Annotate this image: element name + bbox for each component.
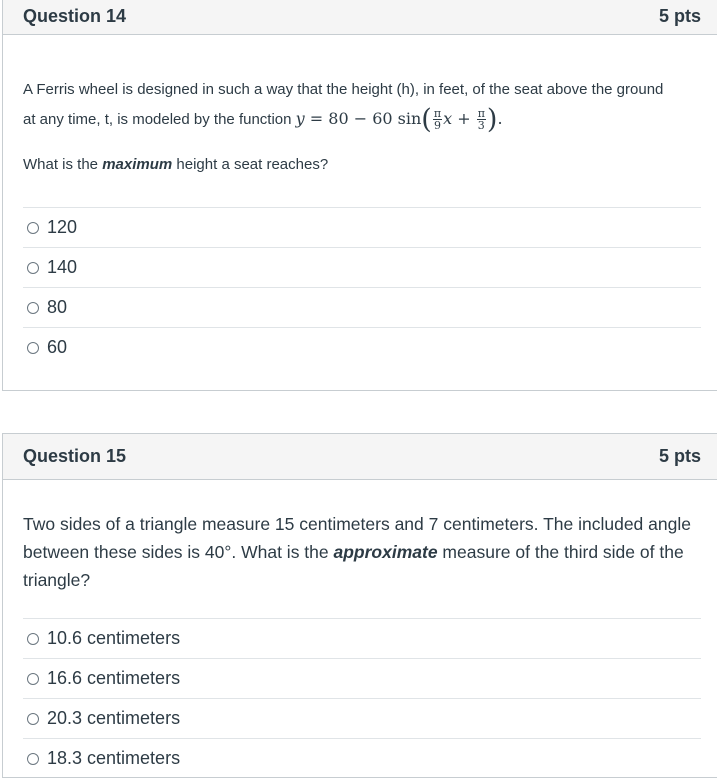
radio-button-icon[interactable]	[27, 222, 39, 234]
frac-1-den: 9	[433, 119, 441, 132]
answer-label: 60	[47, 337, 68, 357]
formula-plus: +	[452, 109, 476, 128]
radio-button-icon[interactable]	[27, 713, 39, 725]
text-emphasis: approximate	[333, 542, 438, 562]
formula-close-paren: )	[486, 104, 498, 135]
answer-option[interactable]	[23, 327, 701, 367]
question-15-points: 5 pts	[658, 446, 701, 466]
answer-label: 80	[47, 297, 68, 317]
answer-label: 10.6 centimeters	[47, 628, 181, 648]
answer-label: 20.3 centimeters	[47, 708, 181, 728]
answer-label: 16.6 centimeters	[47, 668, 181, 688]
radio-button-icon[interactable]	[27, 753, 39, 765]
answer-option[interactable]	[23, 738, 701, 778]
answer-option[interactable]	[23, 287, 701, 327]
radio-button-icon[interactable]	[27, 342, 39, 354]
question-14-ask	[23, 150, 697, 179]
height-formula	[295, 104, 503, 135]
question-14-card	[2, 0, 717, 391]
question-15-text	[3, 510, 717, 594]
frac-1-num: π	[433, 107, 442, 120]
question-14-line1: A Ferris wheel is designed in such a way that the height (h), in feet, of the seat above the ground	[23, 81, 664, 98]
answer-option[interactable]	[23, 698, 701, 738]
answer-option[interactable]	[23, 207, 701, 247]
question-15-title: Question 15	[23, 446, 127, 466]
question-14-title: Question 14	[23, 6, 127, 26]
question-15-card	[2, 433, 717, 778]
question-14-header	[3, 0, 717, 35]
question-14-line2-prefix: at any time, t, is modeled by the function	[23, 111, 296, 128]
frac-2-num: π	[477, 107, 485, 120]
formula-frac-1	[433, 108, 442, 131]
question-15-answers	[23, 618, 701, 778]
formula-eq: = 80 − 60 sin	[304, 109, 422, 128]
radio-button-icon[interactable]	[27, 302, 39, 314]
question-14-text	[3, 75, 717, 179]
answer-label: 140	[47, 257, 78, 277]
answer-label: 18.3 centimeters	[47, 748, 181, 768]
radio-button-icon[interactable]	[27, 673, 39, 685]
question-14-line2	[23, 104, 697, 134]
formula-end: .	[497, 109, 503, 128]
formula-lhs: y	[295, 109, 305, 128]
ask-suffix: height a seat reaches?	[172, 156, 329, 173]
question-14-points: 5 pts	[658, 6, 701, 26]
text-prefix: Two sides of a triangle measure 15 centimeters and 7 centimeters. The included angle between these sides is 40°. What is the	[23, 514, 691, 562]
radio-button-icon[interactable]	[27, 262, 39, 274]
ask-emphasis: maximum	[102, 156, 173, 173]
frac-2-den: 3	[477, 119, 485, 132]
formula-frac-2	[477, 108, 486, 131]
formula-var: x	[443, 109, 453, 128]
answer-option[interactable]	[23, 247, 701, 287]
answer-label: 120	[47, 217, 78, 237]
question-15-header	[3, 434, 717, 480]
answer-option[interactable]	[23, 618, 701, 658]
answer-option[interactable]	[23, 658, 701, 698]
text-suffix: measure of the third side of the triangle?	[23, 542, 684, 590]
question-15-body	[23, 510, 697, 594]
radio-button-icon[interactable]	[27, 633, 39, 645]
formula-open-paren: (	[421, 104, 432, 135]
question-14-answers	[23, 207, 701, 367]
ask-prefix: What is the	[23, 156, 103, 173]
